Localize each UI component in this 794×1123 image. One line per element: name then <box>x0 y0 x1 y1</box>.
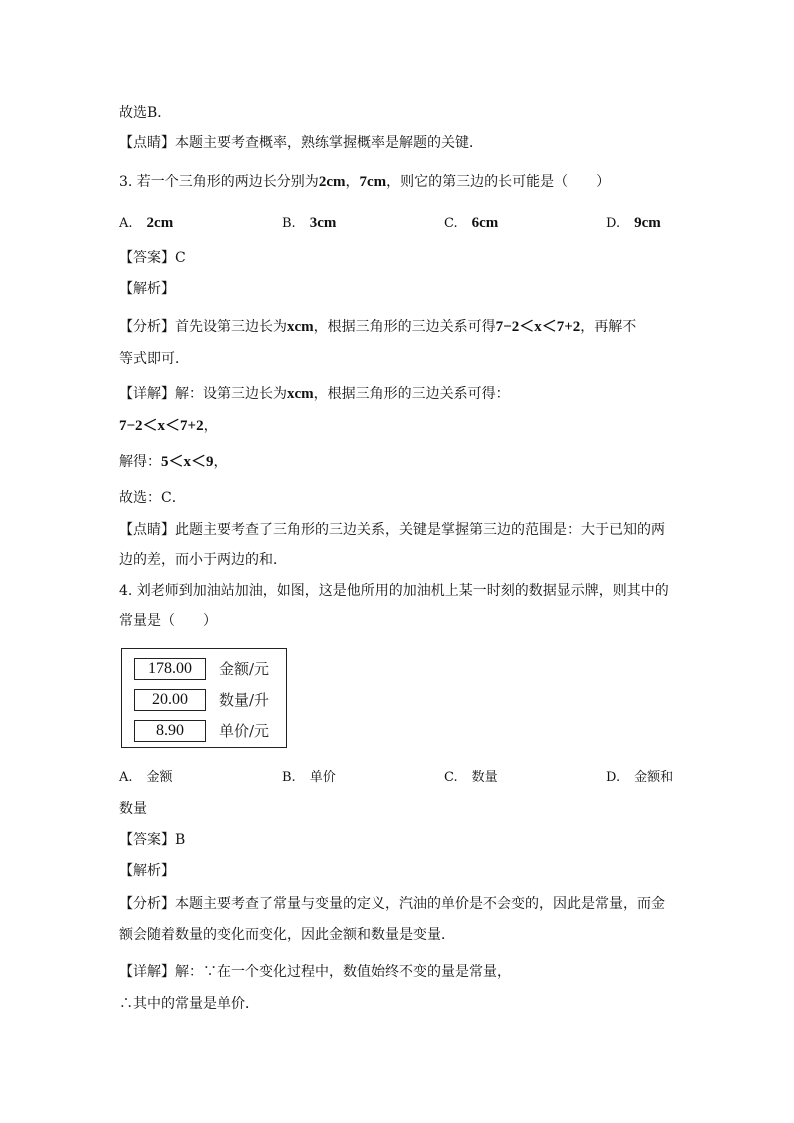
fenxi-mid: ，根据三角形的三边关系可得 <box>313 319 496 335</box>
amount-unit-label: 金额/元 <box>219 660 270 678</box>
option-value: 金额 <box>146 770 173 785</box>
question-4-stem-1: 4. 刘老师到加油站加油，如图，这是他所用的加油机上某一时刻的数据显示牌，则其中的 <box>119 583 669 599</box>
unit-price-unit-label: 单价/元 <box>219 722 270 740</box>
option-key: B. <box>282 770 296 785</box>
option-key: D. <box>606 770 621 785</box>
math-solution: 5＜x＜9 <box>161 454 214 470</box>
q3-inequality <box>119 417 218 435</box>
q4-fenxi-1: 【分析】本题主要考查了常量与变量的定义，汽油的单价是不会变的，因此是常量，而金 <box>119 896 665 912</box>
q3-remark-2: 边的差，而小于两边的和． <box>119 552 287 568</box>
quantity-value-box: 20.00 <box>134 689 206 711</box>
q3-fenxi-cont: 等式即可． <box>119 351 189 367</box>
q3-stem-pre: 3. 若一个三角形的两边长分别为 <box>119 174 319 190</box>
q3-remark-1: 【点睛】此题主要考查了三角形的三边关系，关键是掌握第三边的范围是：大于已知的两 <box>119 522 665 538</box>
answer-choice-prev: 故选B． <box>119 105 172 121</box>
question-3-stem <box>119 173 610 191</box>
option-value: 9cm <box>634 215 661 231</box>
math-xcm: xcm <box>287 386 314 402</box>
q3-option-d <box>606 214 661 233</box>
amount-value-box: 178.00 <box>134 658 206 680</box>
option-value: 金额和 <box>634 770 674 785</box>
option-key: D. <box>606 216 621 231</box>
unit-price-value-box: 8.90 <box>134 720 206 742</box>
q3-side-a: 2cm <box>318 174 346 190</box>
q3-analysis-heading: 【解析】 <box>119 281 175 297</box>
math-xcm: xcm <box>287 319 314 335</box>
q4-option-d-cont: 数量 <box>119 801 147 817</box>
q4-conclusion: ∴其中的常量是单价． <box>119 996 259 1012</box>
q3-option-a <box>119 214 173 233</box>
q3-choice: 故选：C． <box>119 490 186 506</box>
option-value: 3cm <box>309 215 337 231</box>
fenxi-pre: 【分析】首先设第三边长为 <box>119 319 287 335</box>
q3-option-c <box>444 214 498 233</box>
fenxi-post: ，再解不 <box>580 319 637 335</box>
option-key: A. <box>119 216 133 231</box>
q3-sep: ， <box>345 174 360 190</box>
option-key: C. <box>444 216 458 231</box>
remark-prev: 【点睛】本题主要考查概率，熟练掌握概率是解题的关键． <box>119 135 483 151</box>
fuel-display-panel <box>121 648 287 748</box>
solve-pre: 解得： <box>119 454 161 470</box>
question-4-stem-2: 常量是（ ） <box>119 613 217 629</box>
option-key: C. <box>444 770 458 785</box>
option-value: 6cm <box>471 215 499 231</box>
q4-option-c <box>444 769 498 787</box>
q4-analysis-heading: 【解析】 <box>119 863 175 879</box>
punct: ， <box>203 418 218 434</box>
math-inequality: 7−2＜x＜7+2 <box>119 418 204 434</box>
option-value: 数量 <box>471 770 498 785</box>
punct: ， <box>213 454 228 470</box>
q4-answer: 【答案】B <box>119 832 186 848</box>
q3-answer: 【答案】C <box>119 250 186 266</box>
q3-xiangjie <box>119 385 510 403</box>
q3-stem-post: ，则它的第三边的长可能是（ ） <box>386 174 611 190</box>
quantity-unit-label: 数量/升 <box>219 691 270 709</box>
math-inequality: 7−2＜x＜7+2 <box>495 319 581 335</box>
q4-option-d <box>606 769 673 787</box>
q4-option-b <box>282 769 336 787</box>
option-key: A. <box>119 770 133 785</box>
q3-fenxi <box>119 318 636 336</box>
q4-xiangjie: 【详解】解：∵在一个变化过程中，数值始终不变的量是常量， <box>119 964 511 980</box>
option-value: 单价 <box>309 770 336 785</box>
xiangjie-post: ，根据三角形的三边关系可得： <box>313 386 510 402</box>
option-value: 2cm <box>146 215 174 231</box>
q3-solution <box>119 453 228 471</box>
q4-fenxi-2: 额会随着数量的变化而变化，因此金额和数量是变量． <box>119 927 455 943</box>
xiangjie-pre: 【详解】解：设第三边长为 <box>119 386 287 402</box>
q3-side-b: 7cm <box>359 174 387 190</box>
option-key: B. <box>282 216 296 231</box>
q4-option-a <box>119 769 173 787</box>
q3-option-b <box>282 214 336 233</box>
